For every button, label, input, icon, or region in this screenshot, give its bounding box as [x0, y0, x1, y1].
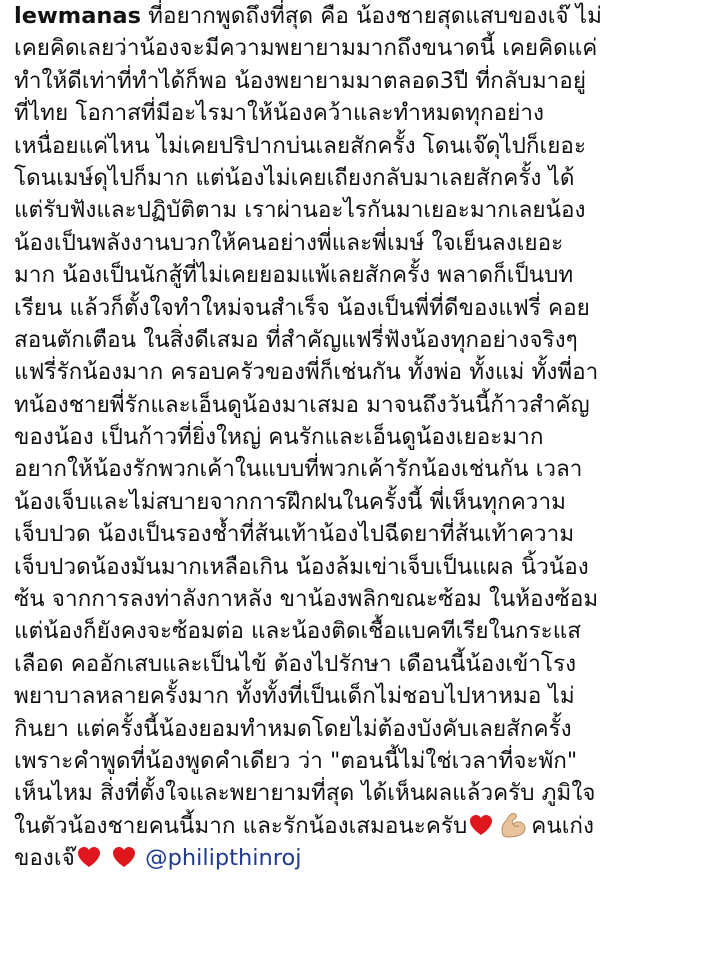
- caption-line: เจ็บปวด น้องเป็นรองช้ำที่ส้นเท้าน้องไปฉีดยาที่ส้นเท้าความ: [14, 521, 575, 548]
- caption-line: สอนตักเตือน ในสิ่งดีเสมอ ที่สำคัญแฟรี่ฟังน้องทุกอย่างจริงๆ: [14, 326, 578, 353]
- caption-line: แต่รับฟังและปฏิบัติตาม เราผ่านอะไรกันมาเยอะมากเลยน้อง: [14, 197, 586, 224]
- heart-emoji-icon: [468, 813, 494, 837]
- caption-line: พยาบาลหลายครั้งมาก ทั้งทั้งที่เป็นเด็กไม่ชอบไปหาหมอ ไม่: [14, 683, 575, 710]
- caption-line: เพราะคำพูดที่น้องพูดคำเดียว ว่า "ตอนนี้ไม่ใช่เวลาที่จะพัก": [14, 747, 578, 774]
- caption-line: ที่ไทย โอกาสที่มีอะไรมาให้น้องคว้าและทำหมดทุกอย่าง: [14, 100, 544, 127]
- caption-line: [14, 842, 720, 874]
- caption-line: ของน้อง เป็นก้าวที่ยิ่งใหญ่ คนรักและเอ็นดูน้องเยอะมาก: [14, 424, 544, 451]
- heart-emoji-icon: [76, 845, 102, 869]
- caption-line-text: ที่อยากพูดถึงที่สุด คือ น้องชายสุดแสบของเจ๊ ไม่: [140, 3, 602, 29]
- caption-line: เหนื่อยแค่ไหน ไม่เคยปริปากบ่นเลยสักครั้ง โดนเจ๊ดุไปก็เยอะ: [14, 132, 587, 159]
- username-link[interactable]: lewmanas: [14, 3, 141, 29]
- caption-line-text: คนเก่ง: [531, 812, 594, 839]
- mention-link[interactable]: @philipthinroj: [145, 845, 302, 872]
- caption-line: เรียน แล้วก็ตั้งใจทำใหม่จนสำเร็จ น้องเป็นพี่ที่ดีของแฟรี่ คอย: [14, 294, 590, 321]
- caption-line: น้องเจ็บและไม่สบายจากการฝึกฝนในครั้งนี้ พี่เห็นทุกความ: [14, 488, 566, 515]
- caption-line: กินยา แต่ครั้งนี้น้องยอมทำหมดโดยไม่ต้องบังคับเลยสักครั้ง: [14, 715, 572, 742]
- caption-line: [14, 810, 720, 842]
- flexed-biceps-emoji-icon: [498, 811, 528, 839]
- caption-line: เคยคิดเลยว่าน้องจะมีความพยายามมากถึงขนาดนี้ เคยคิดแค่: [14, 35, 598, 62]
- caption-line: น้องเป็นพลังงานบวกให้คนอย่างพี่และพี่เมษ์ ใจเย็นลงเยอะ: [14, 229, 564, 256]
- caption-text: [14, 0, 720, 875]
- caption-line-text: ในตัวน้องชายคนนี้มาก และรักน้องเสมอนะครับ: [14, 812, 468, 839]
- caption-line: เลือด คออักเสบและเป็นไข้ ต้องไปรักษา เดือนนี้น้องเข้าโรง: [14, 650, 577, 677]
- caption-line: เจ็บปวดน้องมันมากเหลือเกิน น้องล้มเข่าเจ็บเป็นแผล นิ้วน้อง: [14, 553, 589, 580]
- caption-line: แฟรี่รักน้องมาก ครอบครัวของพี่ก็เช่นกัน ทั้งพ่อ ทั้งแม่ ทั้งพี่อา: [14, 359, 599, 386]
- caption-line: แต่น้องก็ยังคงจะซ้อมต่อ และน้องติดเชื้อแบคทีเรียในกระแส: [14, 618, 581, 645]
- caption-line: ซ้น จากการลงท่าลังกาหลัง ขาน้องพลิกขณะซ้อม ในห้องซ้อม: [14, 586, 599, 613]
- caption-line: มาก น้องเป็นนักสู้ที่ไม่เคยยอมแพ้เลยสักครั้ง พลาดก็เป็นบท: [14, 262, 574, 289]
- caption-line: ทำให้ดีเท่าที่ทำได้ก็พอ น้องพยายามมาตลอด3ปี ที่กลับมาอยู่: [14, 67, 587, 94]
- caption-line: [14, 0, 720, 32]
- caption-line: อยากให้น้องรักพวกเค้าในแบบที่พวกเค้ารักน้องเช่นกัน เวลา: [14, 456, 583, 483]
- caption-line: โดนเมษ์ดุไปก็มาก แต่น้องไม่เคยเถียงกลับมาเลยสักครั้ง ได้: [14, 164, 575, 191]
- caption-line-text: ของเจ๊: [14, 845, 75, 872]
- caption-line: เห็นไหม สิ่งที่ตั้งใจและพยายามที่สุด ได้เห็นผลแล้วครับ ภูมิใจ: [14, 780, 596, 807]
- caption-line: ทน้องชายพี่รักและเอ็นดูน้องมาเสมอ มาจนถึงวันนี้ก้าวสำคัญ: [14, 391, 590, 418]
- bottom-edge: [0, 954, 727, 960]
- heart-emoji-icon: [111, 845, 137, 869]
